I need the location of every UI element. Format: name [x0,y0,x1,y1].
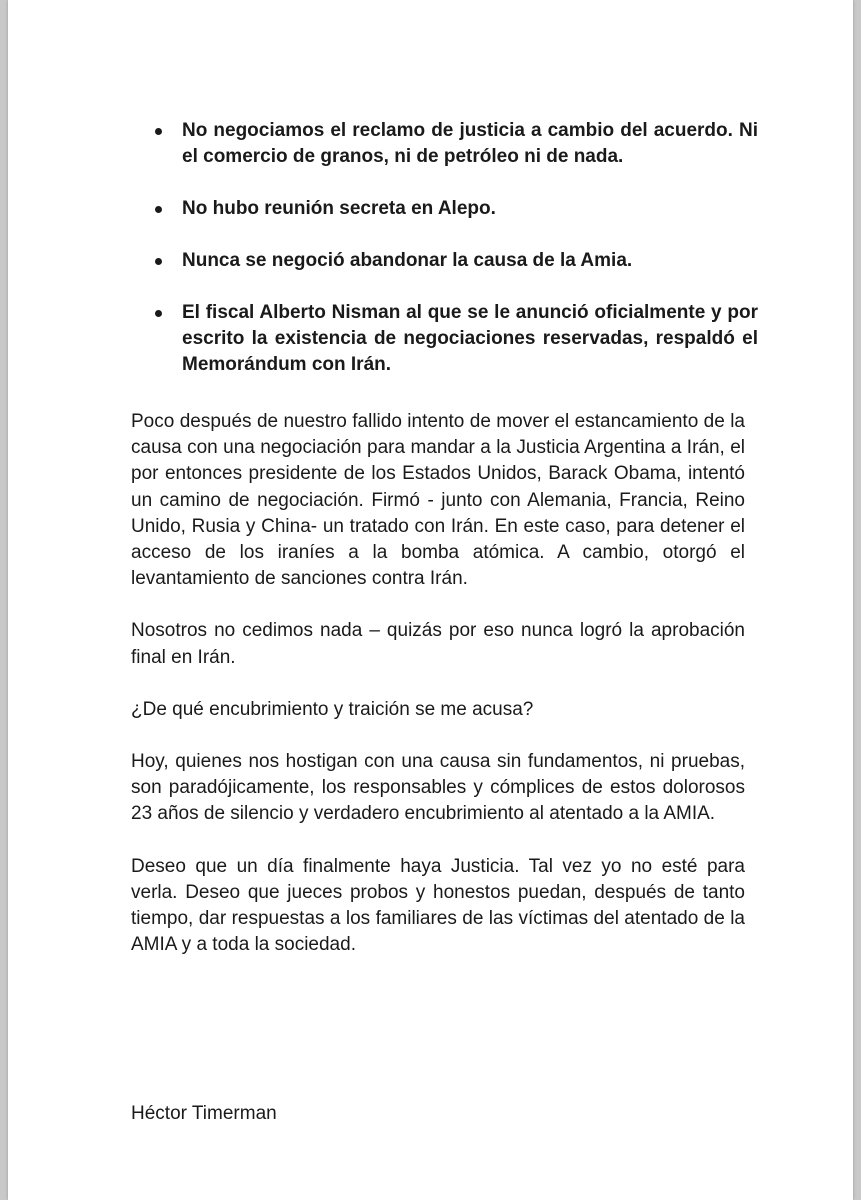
body-text [131,409,745,984]
paragraph-obama-negotiation: Poco después de nuestro fallido intento de mover el estancamiento de la causa con una negociación para mandar a la Justicia Argentina a Irán, el por entonces presidente de los Estados Unidos, Barack Obama, intentó un camino de negociación. Firmó - junto con Alemania, Francia, Reino Unido, Rusia y China- un tratado con Irán. En este caso, para detener el acceso de los iraníes a la bomba atómica. A cambio, otorgó el levantamiento de sanciones contra Irán. [131,411,745,590]
bullet-item-nisman: El fiscal Alberto Nisman al que se le anunció oficialmente y por escrito la existencia de negociaciones reservadas, respaldó el Memorándum con Irán. [153,300,758,378]
bullet-item-aleppo: No hubo reunión secreta en Alepo. [153,196,758,222]
bullet-item-justice: No negociamos el reclamo de justicia a cambio del acuerdo. Ni el comercio de granos, ni de petróleo ni de nada. [153,118,758,170]
paragraph-question: ¿De qué encubrimiento y traición se me acusa? [131,698,534,720]
document-page [8,0,853,1200]
paragraph-nothing-ceded: Nosotros no cedimos nada – quizás por eso nunca logró la aprobación final en Irán. [131,620,745,668]
paragraph-justice-wish: Deseo que un día finalmente haya Justicia. Tal vez yo no esté para verla. Deseo que jueces probos y honestos puedan, después de tanto tiempo, dar respuestas a los familiares de las víctimas del atentado de la AMIA y a toda la sociedad. [131,855,745,956]
bullet-item-amia-case: Nunca se negoció abandonar la causa de la Amia. [153,248,758,274]
key-points-list [153,118,758,404]
paragraph-accusers: Hoy, quienes nos hostigan con una causa sin fundamentos, ni pruebas, son paradójicamente, los responsables y cómplices de estos dolorosos 23 años de silencio y verdadero encubrimiento al atentado a la AMIA. [131,751,745,825]
signature-name: Héctor Timerman [131,1103,277,1124]
